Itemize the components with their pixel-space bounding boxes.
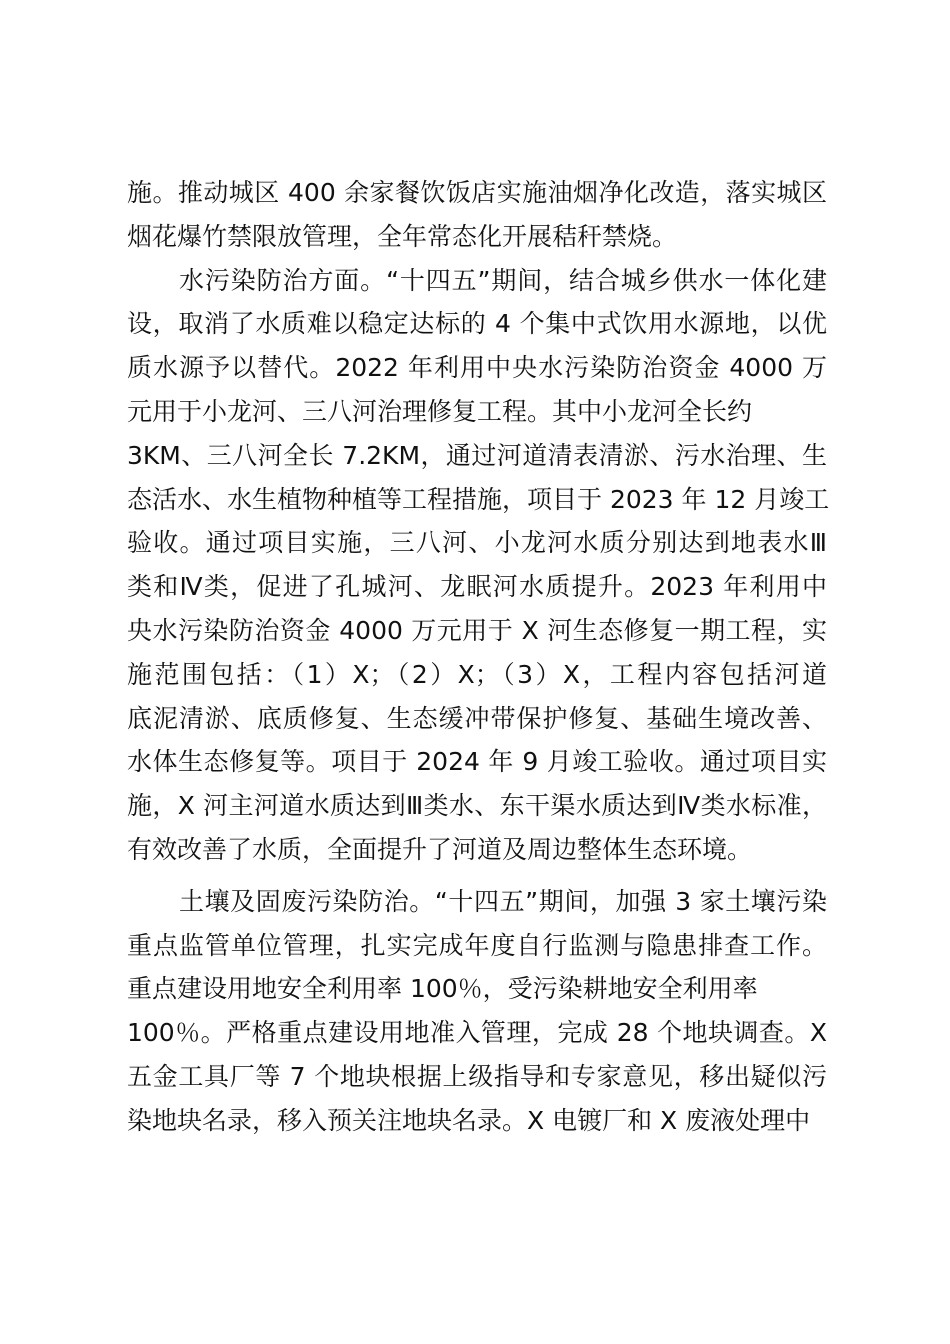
- text-line: 五金工具厂等 7 个地块根据上级指导和专家意见，移出疑似污: [127, 1061, 827, 1091]
- text-line: 质水源予以替代。2022 年利用中央水污染防治资金 4000 万: [127, 353, 827, 383]
- text-line: 元用于小龙河、三八河治理修复工程。其中小龙河全长约: [127, 396, 753, 426]
- text-line: 重点监管单位管理，扎实完成年度自行监测与隐患排查工作。: [127, 930, 827, 960]
- text-line: 态活水、水生植物种植等工程措施，项目于 2023 年 12 月竣工: [127, 484, 830, 514]
- text-line: 施范围包括：（1）X；（2）X；（3）X，工程内容包括河道: [127, 659, 827, 689]
- text-line: 央水污染防治资金 4000 万元用于 X 河生态修复一期工程，实: [127, 615, 827, 645]
- paragraph-soil-pollution: [127, 880, 827, 1143]
- text-line: 验收。通过项目实施，三八河、小龙河水质分别达到地表水Ⅲ: [127, 528, 827, 558]
- text-line: 100％。严格重点建设用地准入管理，完成 28 个地块调查。X: [127, 1018, 827, 1048]
- text-line: 3KM、三八河全长 7.2KM，通过河道清表清淤、污水治理、生: [127, 440, 827, 470]
- text-line: 土壤及固废污染防治。“十四五”期间，加强 3 家土壤污染: [179, 886, 827, 916]
- paragraph-air-pollution-tail: [127, 171, 827, 259]
- text-line: 染地块名录，移入预关注地块名录。X 电镀厂和 X 废液处理中: [127, 1105, 811, 1135]
- paragraph-gap: [127, 872, 827, 880]
- paragraph-water-pollution: [127, 259, 830, 872]
- text-line: 施，X 河主河道水质达到Ⅲ类水、东干渠水质达到Ⅳ类水标准，: [127, 791, 827, 821]
- document-body: [127, 171, 830, 1143]
- text-line: 施。推动城区 400 余家餐饮饭店实施油烟净化改造，落实城区: [127, 178, 827, 207]
- text-line: 水体生态修复等。项目于 2024 年 9 月竣工验收。通过项目实: [127, 747, 827, 777]
- text-line: 类和Ⅳ类，促进了孔城河、龙眠河水质提升。2023 年利用中: [127, 572, 827, 602]
- text-line: 烟花爆竹禁限放管理，全年常态化开展秸秆禁烧。: [127, 221, 678, 251]
- text-line: 设，取消了水质难以稳定达标的 4 个集中式饮用水源地，以优: [127, 309, 827, 339]
- text-line: 有效改善了水质，全面提升了河道及周边整体生态环境。: [127, 834, 753, 864]
- text-line: 底泥清淤、底质修复、生态缓冲带保护修复、基础生境改善、: [127, 703, 827, 733]
- text-line: 水污染防治方面。“十四五”期间，结合城乡供水一体化建: [179, 265, 827, 295]
- text-line: 重点建设用地安全利用率 100％，受污染耕地安全利用率: [127, 974, 758, 1004]
